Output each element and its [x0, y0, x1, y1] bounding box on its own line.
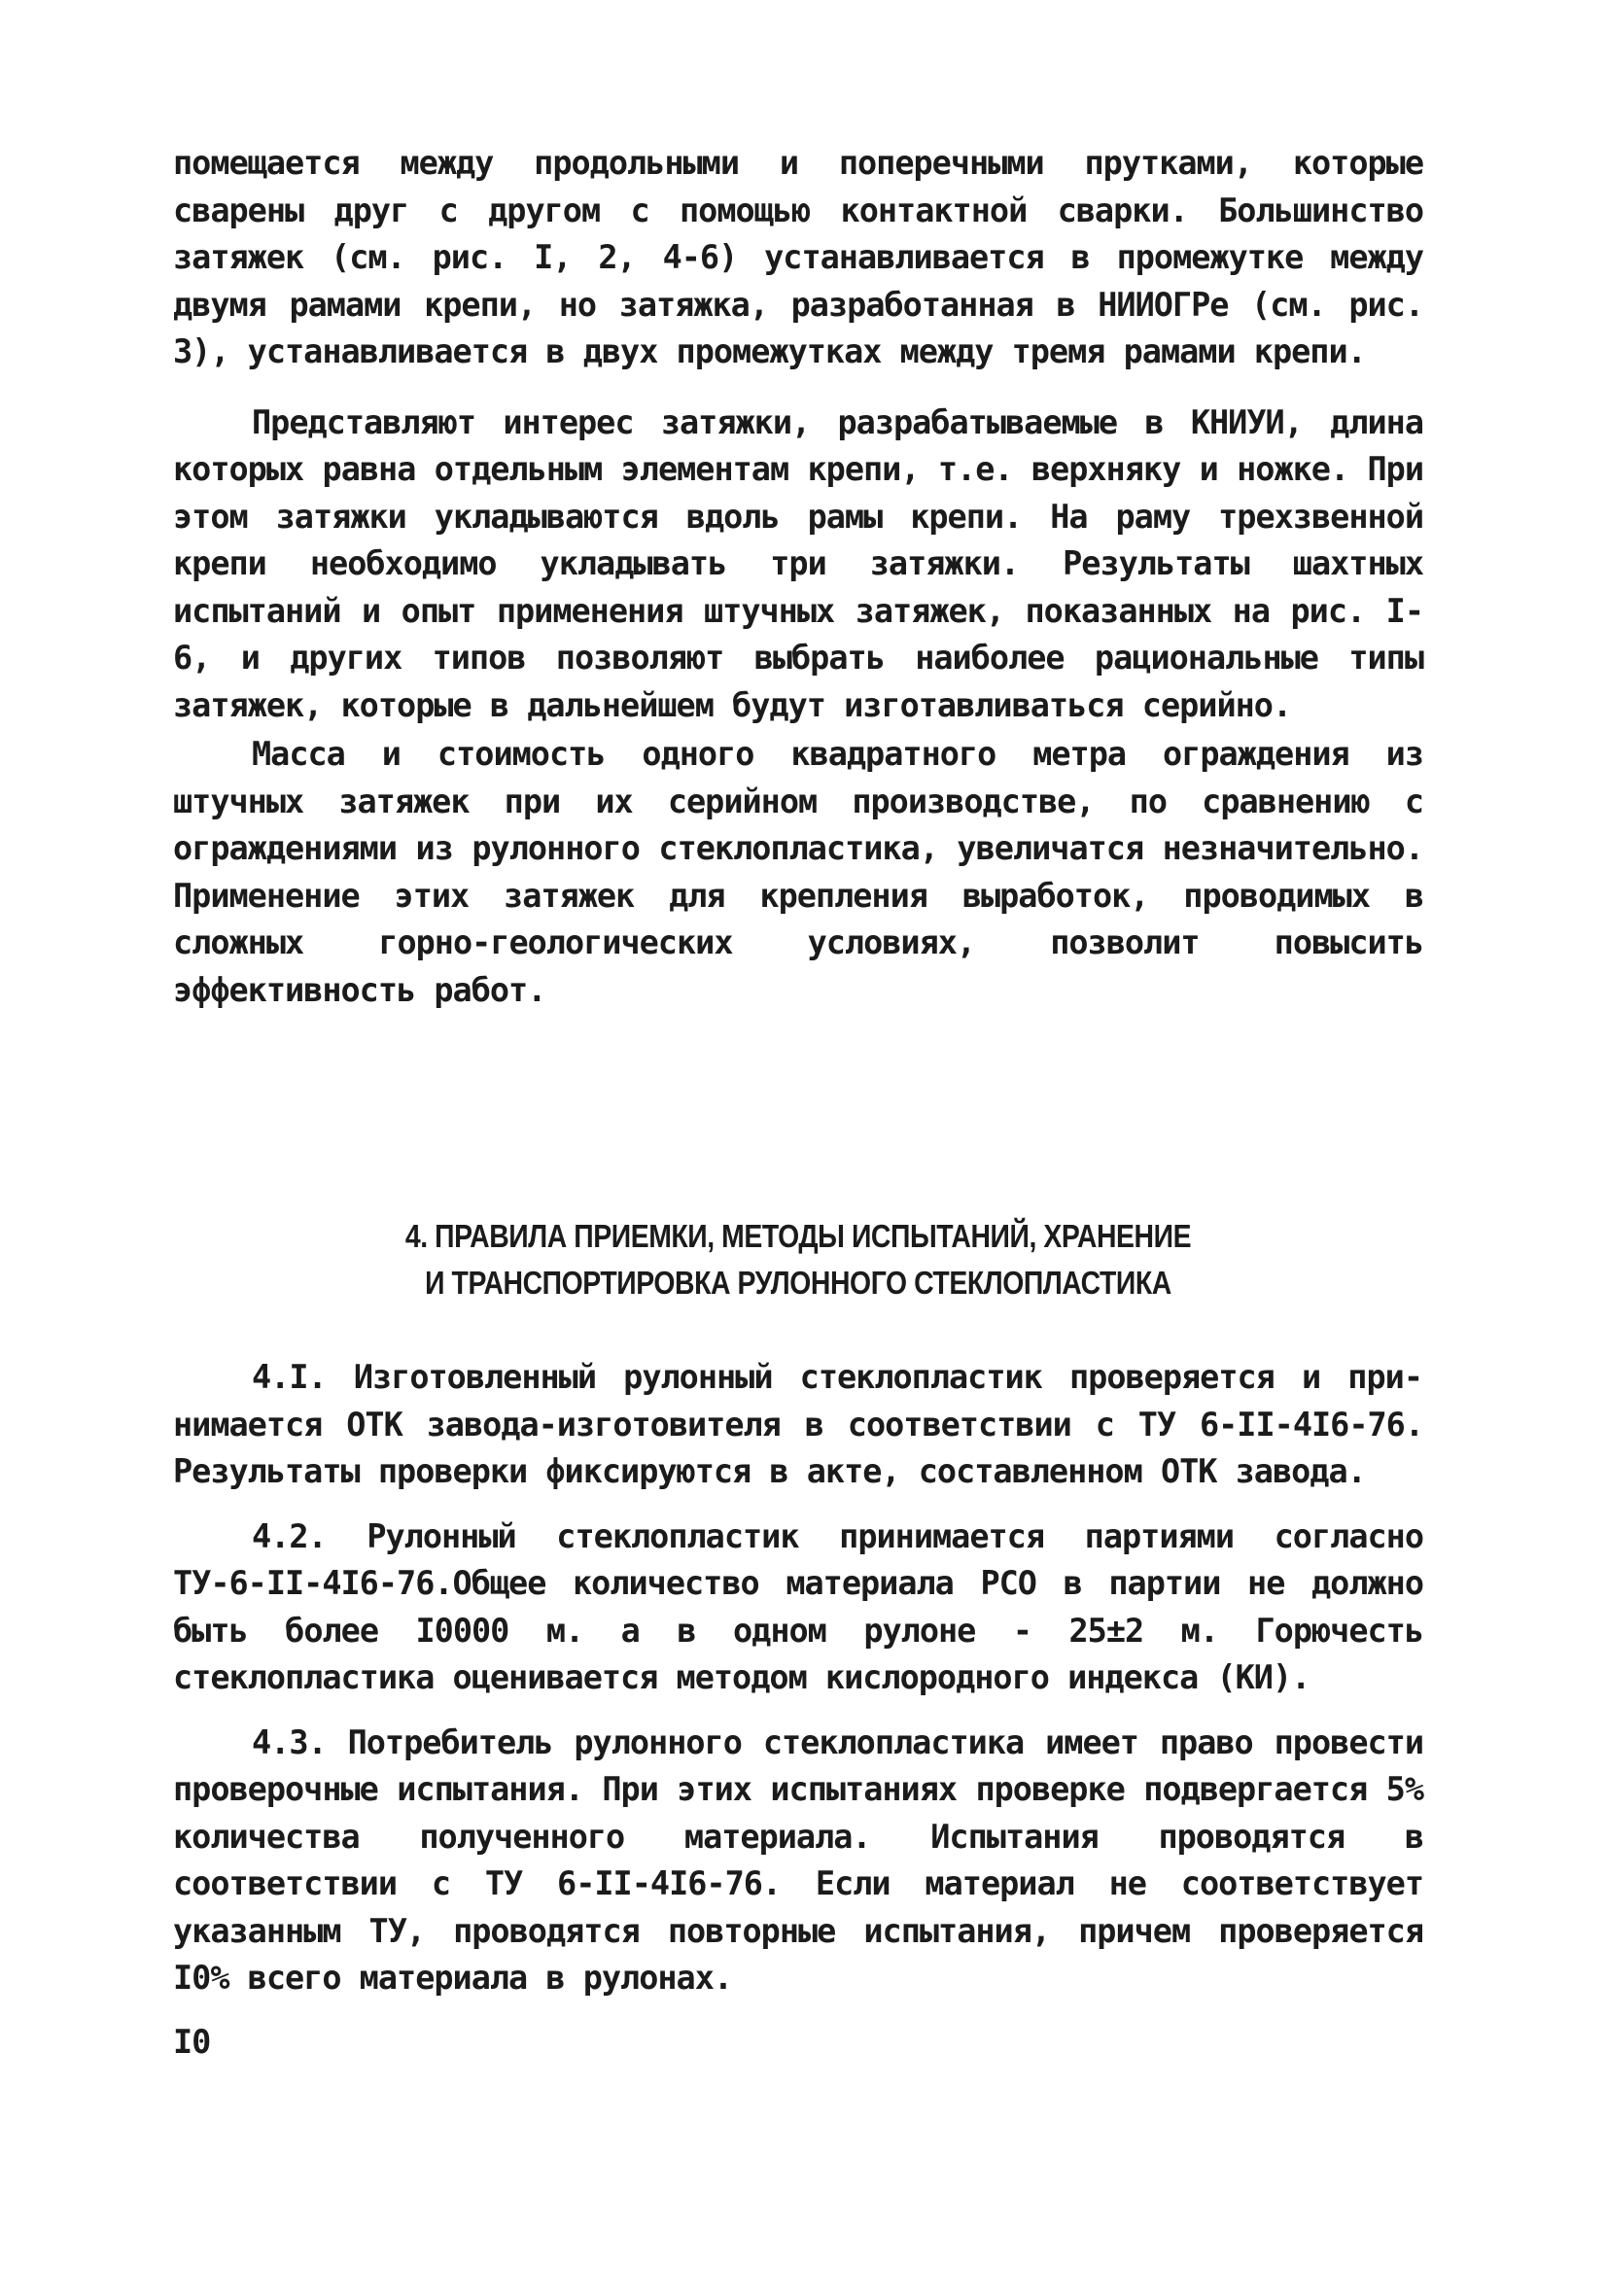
paragraph-4-3: 4.3. Потребитель рулонного стеклопластика имеет право провести проверочные испытания. При этих испытаниях проверке подвергается 5% количества полученного материала. Испытания проводятся в соответствии с ТУ 6-II-4I6-76. Если материал не соответствует указанным ТУ, проводятся повторные испытания, причем проверяется I0% всего материала в рулонах. — [173, 1722, 1423, 1997]
paragraph-mass-cost: Масса и стоимость одного квадратного метра ограждения из штучных затяжек при их серийном производстве, по сравнению с ограждениями из рулонного стеклопластика, увеличатся незначительно. Применение этих затяжек для крепления выработок, проводимых в сложных горно-геологических условиях, позволит повысить эффективность работ. — [173, 735, 1423, 1009]
body-text-top — [173, 140, 1423, 1014]
paragraph-4-1: 4.I. Изготовленный рулонный стеклопластик проверяется и принимается ОТК завода-изготовителя в соответствии с ТУ 6-II-4I6-76. Результаты проверки фиксируются в акте, составленном ОТК завода. — [173, 1358, 1423, 1490]
paragraph-continuation: помещается между продольными и поперечными прутками, которые сварены друг с другом с помощью контактной сварки. Большинство затяжек (см. рис. I, 2, 4-6) устанавливается в промежутке между двумя рамами крепи, но затяжка, разработанная в НИИОГРе (см. рис. 3), устанавливается в двух промежутках между тремя рамами крепи. — [173, 144, 1423, 370]
section-heading-line-2: И ТРАНСПОРТИРОВКА РУЛОННОГО СТЕКЛОПЛАСТИКА — [425, 1265, 1171, 1301]
section-heading — [261, 1213, 1336, 1306]
body-text-section — [173, 1354, 1423, 2002]
section-heading-line-1: 4. ПРАВИЛА ПРИЕМКИ, МЕТОДЫ ИСПЫТАНИЙ, ХРАНЕНИЕ — [404, 1218, 1192, 1254]
page-number: I0 — [173, 2023, 211, 2061]
paragraph-4-2: 4.2. Рулонный стеклопластик принимается партиями согласно ТУ-6-II-4I6-76.Общее количество материала РСО в партии не должно быть более I0000 м. а в одном рулоне - 25±2 м. Горючесть стеклопластика оценивается методом кислородного индекса (КИ). — [173, 1516, 1423, 1696]
paragraph-knii-ties: Представляют интерес затяжки, разрабатываемые в КНИУИ, длина которых равна отдельным элементам крепи, т.е. верхняку и ножке. При этом затяжки укладываются вдоль рамы крепи. На раму трехзвенной крепи необходимо укладывать три затяжки. Результаты шахтных испытаний и опыт применения штучных затяжек, показанных на рис. I-6, и других типов позволяют выбрать наиболее рациональные типы затяжек, которые в дальнейшем будут изготавливаться серийно. — [173, 402, 1423, 724]
